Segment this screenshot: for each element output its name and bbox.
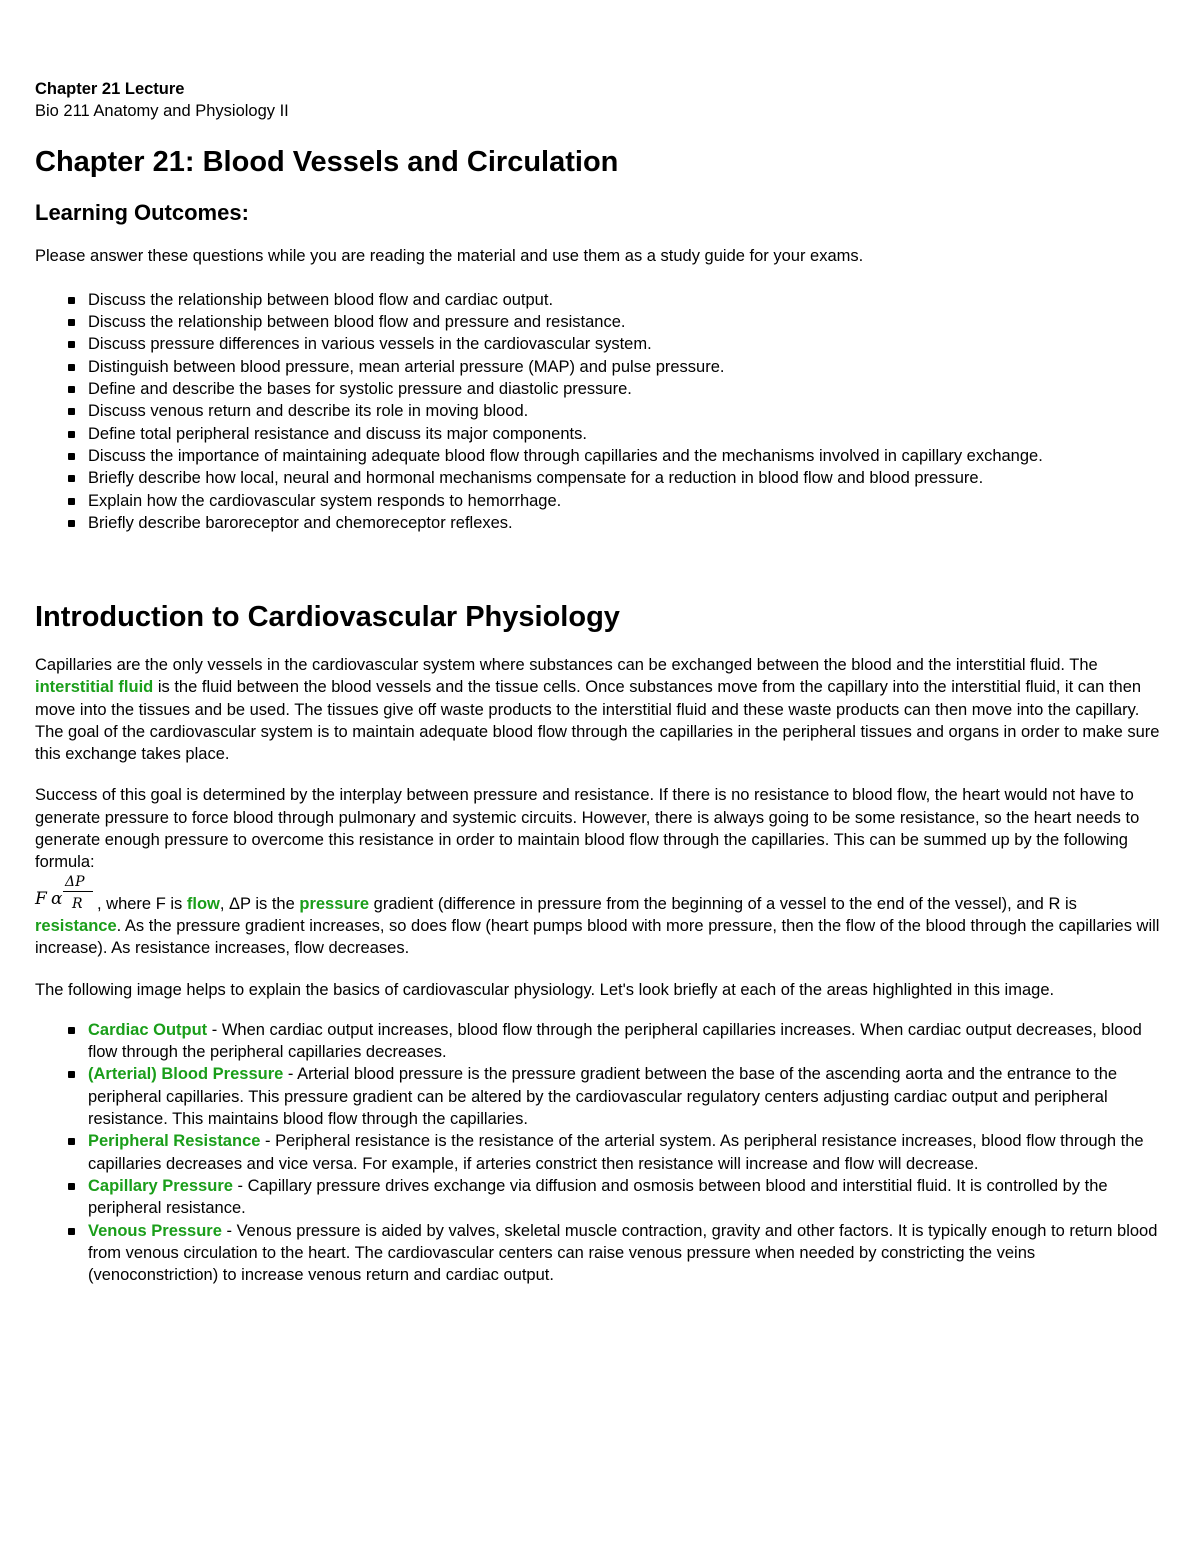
outcome-item: Briefly describe baroreceptor and chemoreceptor reflexes. xyxy=(88,512,1165,534)
intro-section-heading: Introduction to Cardiovascular Physiology xyxy=(35,601,620,633)
learning-outcomes-heading: Learning Outcomes: xyxy=(35,199,249,225)
term-resistance: resistance xyxy=(35,916,117,935)
outcome-item: Briefly describe how local, neural and hormonal mechanisms compensate for a reduction in blood flow and blood pressure. xyxy=(88,467,1165,489)
area-description: - Peripheral resistance is the resistance of the arterial system. As peripheral resistance increases, blood flow through the capillaries decreases and vice versa. For example, if arteries constrict then resistance will increase and flow will decrease. xyxy=(88,1132,1144,1173)
term-pressure: pressure xyxy=(299,894,370,913)
formula-numerator: ΔP xyxy=(65,873,85,890)
chapter-heading: Chapter 21: Blood Vessels and Circulation xyxy=(35,145,619,178)
area-description: - Arterial blood pressure is the pressure gradient between the base of the ascending aorta and the entrance to the peripheral capillaries. This pressure gradient can be altered by the cardiovascular regulatory centers adjusting cardiac output and peripheral resistance. This maintains blood flow through the capillaries. xyxy=(88,1065,1118,1129)
outcome-item: Discuss the relationship between blood flow and cardiac output. xyxy=(88,289,1165,311)
term-cardiac-output: Cardiac Output xyxy=(88,1020,208,1039)
outcome-item: Discuss venous return and describe its role in moving blood. xyxy=(88,400,1165,422)
area-description: - When cardiac output increases, blood flow through the peripheral capillaries increases. When cardiac output decreases, blood flow through the peripheral capillaries decreases. xyxy=(88,1020,1142,1062)
outcome-item: Explain how the cardiovascular system responds to hemorrhage. xyxy=(88,490,1165,512)
outcome-item: Define total peripheral resistance and discuss its major components. xyxy=(88,423,1165,445)
outcome-item: Define and describe the bases for systolic pressure and diastolic pressure. xyxy=(88,378,1165,400)
text-run: , ΔP is the xyxy=(219,894,300,913)
course-name: Bio 211 Anatomy and Physiology II xyxy=(35,102,289,121)
area-item xyxy=(88,1130,1165,1175)
paragraph-formula xyxy=(35,873,1165,960)
term-interstitial-fluid: interstitial fluid xyxy=(35,678,154,697)
area-item xyxy=(88,1175,1165,1220)
formula-f: F xyxy=(35,888,47,909)
text-run: . As the pressure gradient increases, so does flow (heart pumps blood with more pressure, then the flow of the blood through the capillaries will increase). As resistance increases, flow decreases. xyxy=(35,916,1160,958)
document-title: Chapter 21 Lecture xyxy=(35,80,185,98)
highlighted-areas-list xyxy=(35,1019,1165,1287)
paragraph-pressure-resistance: Success of this goal is determined by the interplay between pressure and resistance. If there is no resistance to blood flow, the heart would not have to generate pressure to force blood through pulmonary and systemic circuits. However, there is always going to be some resistance, so the heart needs to generate enough pressure to overcome this resistance in order to maintain blood flow through the capillaries. This can be summed up by the following formula: xyxy=(35,786,1140,872)
text-run: is the fluid between the blood vessels and the tissue cells. Once substances move from the capillary into the interstitial fluid, it can then move into the tissues and be used. The tissues give off waste products to the interstitial fluid and these waste products can then move into the capillary. The goal of the cardiovascular system is to maintain adequate blood flow through the capillaries in the peripheral tissues and organs in order to make sure this exchange takes place. xyxy=(35,678,1160,764)
fraction-bar xyxy=(63,891,93,892)
formula-proportional-symbol: α xyxy=(51,888,63,909)
area-description: - Venous pressure is aided by valves, skeletal muscle contraction, gravity and other factors. It is typically enough to return blood from venous circulation to the heart. The cardiovascular centers can raise venous pressure when needed by constricting the veins (venoconstriction) to increase venous return and cardiac output. xyxy=(88,1221,1158,1285)
term-flow: flow xyxy=(186,894,220,913)
outcome-item: Distinguish between blood pressure, mean arterial pressure (MAP) and pulse pressure. xyxy=(88,356,1165,378)
learning-outcomes-list xyxy=(35,289,1165,534)
intro-section-body xyxy=(35,654,1165,1286)
text-run: gradient (difference in pressure from the beginning of a vessel to the end of the vessel), and R is xyxy=(369,894,1077,913)
outcome-item: Discuss pressure differences in various vessels in the cardiovascular system. xyxy=(88,333,1165,355)
area-item xyxy=(88,1019,1165,1064)
text-run: , where F is xyxy=(97,894,187,913)
flow-formula xyxy=(35,871,97,915)
study-guide-note: Please answer these questions while you are reading the material and use them as a study guide for your exams. xyxy=(35,246,864,265)
area-item xyxy=(88,1063,1165,1130)
paragraph-capillaries xyxy=(35,654,1165,765)
area-item xyxy=(88,1220,1165,1287)
term-venous-pressure: Venous Pressure xyxy=(88,1221,222,1240)
formula-denominator: R xyxy=(72,895,83,912)
text-run: Capillaries are the only vessels in the cardiovascular system where substances can be exchanged between the blood and the interstitial fluid. The xyxy=(35,656,1098,674)
term-peripheral-resistance: Peripheral Resistance xyxy=(88,1132,261,1151)
outcome-item: Discuss the relationship between blood flow and pressure and resistance. xyxy=(88,311,1165,333)
outcome-item: Discuss the importance of maintaining adequate blood flow through capillaries and the mechanisms involved in capillary exchange. xyxy=(88,445,1165,467)
term-arterial-blood-pressure: (Arterial) Blood Pressure xyxy=(88,1065,284,1084)
paragraph-image-intro: The following image helps to explain the basics of cardiovascular physiology. Let's look briefly at each of the areas highlighted in this image. xyxy=(35,980,1055,999)
area-description: - Capillary pressure drives exchange via diffusion and osmosis between blood and interstitial fluid. It is controlled by the peripheral resistance. xyxy=(88,1176,1108,1218)
term-capillary-pressure: Capillary Pressure xyxy=(88,1176,233,1195)
